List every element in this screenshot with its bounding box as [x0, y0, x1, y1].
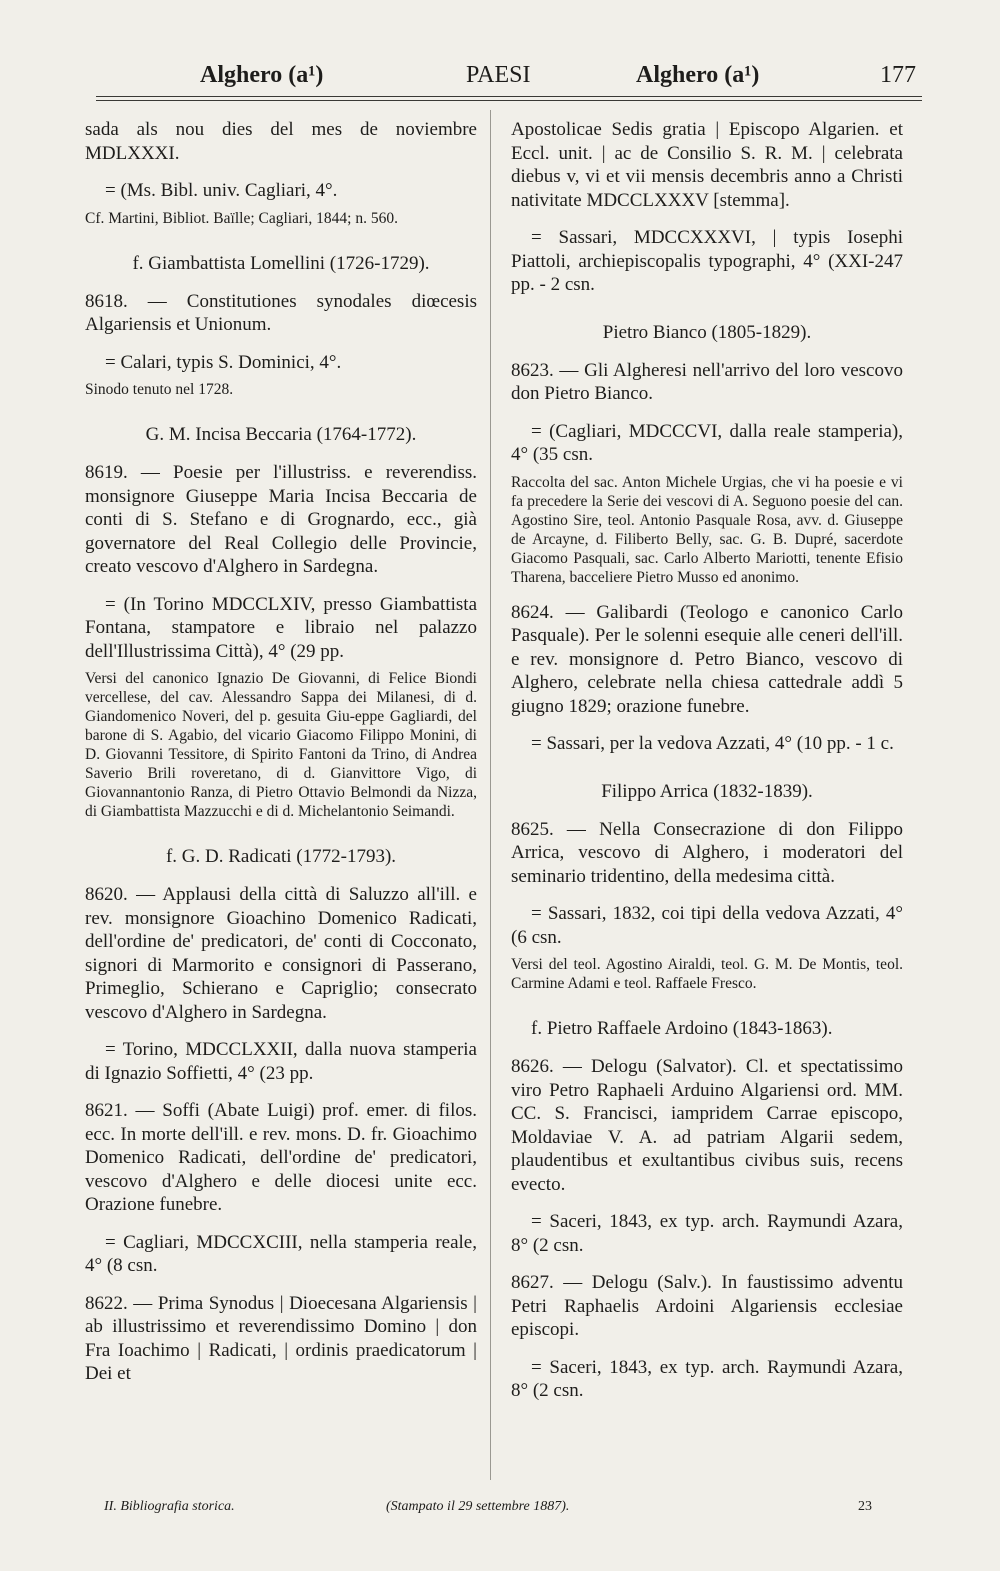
catalog-entry: Apostolicae Sedis gratia | Episcopo Algarien. et Eccl. unit. | ac de Consilio S. R. M. | celebrata diebus v, vi et vii mensis decembris anno a Christi nativitate MDCCLXXXV [stemma]. [511, 119, 903, 211]
header-rule-bottom [96, 100, 922, 101]
catalog-entry: 8626. — Delogu (Salvator). Cl. et spectatissimo viro Petro Raphaeli Arduino Algariensi ord. MM. CC. S. Francisci, iampridem Carrae episcopo, Moldaviae V. A. ad patriam Algarii sedem, plaudentibus et exultantibus civibus suis, recens evecto. [511, 1056, 903, 1195]
header-rule-top [96, 96, 922, 97]
imprint-line: = Torino, MDCCLXXII, dalla nuova stamperia di Ignazio Soffietti, 4° (23 pp. [85, 1039, 477, 1084]
bishop-heading: G. M. Incisa Beccaria (1764-1772). [145, 424, 417, 445]
catalog-entry: 8627. — Delogu (Salv.). In faustissimo adventu Petri Raphaelis Ardoini Algariensis ecclesiae episcopi. [511, 1272, 903, 1340]
bishop-heading: f. Giambattista Lomellini (1726-1729). [132, 252, 430, 274]
catalog-entry: 8619. — Poesie per l'illustriss. e reverendiss. monsignore Giuseppe Maria Incisa Beccaria de conti di S. Stefano e di Grognardo, ecc., già governatore del Real Collegio delle Provincie, creato vescovo d'Alghero in Sardegna. [85, 462, 477, 577]
imprint-line: = Cagliari, MDCCXCIII, nella stamperia reale, 4° (8 csn. [85, 1231, 477, 1276]
catalog-entry: 8625. — Nella Consecrazione di don Filippo Arrica, vescovo di Alghero, i moderatori del seminario tridentino, della medesima città. [511, 818, 903, 887]
bishop-heading: Filippo Arrica (1832-1839). [601, 780, 813, 802]
imprint-line: = Sassari, MDCCXXXVI, | typis Iosephi Piattoli, archiepiscopalis typographi, 4° (XXI-247 pp. - 2 csn. [511, 227, 903, 295]
page-number: 177 [880, 62, 916, 88]
catalog-entry: sada als nou dies del mes de noviembre MDLXXXI. [85, 119, 477, 164]
entry-note: Cf. Martini, Bibliot. Baïlle; Cagliari, 1844; n. 560. [85, 209, 398, 227]
bishop-heading: f. G. D. Radicati (1772-1793). [165, 846, 397, 867]
imprint-line: = (In Torino MDCCLXIV, presso Giambattista Fontana, stampatore e libraio nel palazzo dell'Illustrissima Città), 4° (29 pp. [85, 593, 477, 662]
imprint-line: = (Ms. Bibl. univ. Cagliari, 4°. [105, 180, 338, 201]
imprint-line: = Sassari, 1832, coi tipi della vedova Azzati, 4° (6 csn. [511, 903, 903, 948]
imprint-line: = Calari, typis S. Dominici, 4°. [105, 351, 342, 373]
entry-note: Sinodo tenuto nel 1728. [85, 381, 234, 398]
imprint-line: = Sassari, per la vedova Azzati, 4° (10 pp. - 1 c. [531, 733, 894, 754]
footer-signature-number: 23 [858, 1499, 872, 1514]
entry-note: Raccolta del sac. Anton Michele Urgias, che vi ha poesie e vi fa precedere la Serie dei vescovi di A. Seguono poesie del can. Agostino Sire, teol. Antonio Pasquale Rosa, avv. d. Giuseppe de Arcayne, d. Filiberto Belly, sac. G. B. Dupré, sacerdote Giacomo Pasquali, sac. Carlo Alberto Mariotti, tenente Efisio Tharena, bacceliere Pietro Musso ed anonimo. [511, 473, 903, 586]
catalog-entry: 8623. — Gli Algheresi nell'arrivo del loro vescovo don Pietro Bianco. [511, 359, 903, 404]
catalog-entry: 8620. — Applausi della città di Saluzzo all'ill. e rev. monsignore Gioachino Domenico Radicati, dell'ordine de' predicatori, de' conti di Cocconato, signori di Marmorito e consignori di Passerano, Primeglio, Schierano e Capriglio; consecrato vescovo d'Alghero in Sardegna. [85, 884, 477, 1023]
header-right-title: Alghero (a¹) [636, 62, 760, 88]
entry-note: Versi del teol. Agostino Airaldi, teol. G. M. De Montis, teol. Carmine Adami e teol. Raffaele Fresco. [511, 956, 903, 992]
catalog-entry: 8622. — Prima Synodus | Dioecesana Algariensis | ab illustrissimo et reverendissimo Domino | don Fra Ioachimo | Radicati, | ordinis praedicatorum | Dei et [85, 1292, 477, 1384]
running-header [96, 58, 922, 92]
page-footer [96, 1496, 922, 1518]
header-left-title: Alghero (a¹) [200, 62, 324, 88]
left-column [85, 118, 477, 1386]
imprint-line: = Saceri, 1843, ex typ. arch. Raymundi Azara, 8° (2 csn. [511, 1211, 903, 1256]
column-divider [490, 110, 491, 1480]
footer-section-label: II. Bibliografia storica. [104, 1499, 235, 1514]
bishop-heading: Pietro Bianco (1805-1829). [602, 321, 812, 343]
catalog-entry: 8624. — Galibardi (Teologo e canonico Carlo Pasquale). Per le solenni esequie alle ceneri dell'ill. e rev. monsignore d. Petro Bianco, vescovo di Alghero, celebrate nella chiesa cattedrale addì 5 giugno 1829; orazione funebre. [511, 601, 903, 717]
imprint-line: = Saceri, 1843, ex typ. arch. Raymundi Azara, 8° (2 csn. [511, 1356, 903, 1401]
catalog-entry: 8618. — Constitutiones synodales diœcesis Algariensis et Unionum. [85, 290, 477, 335]
bishop-heading: f. Pietro Raffaele Ardoino (1843-1863). [531, 1018, 833, 1039]
imprint-line: = (Cagliari, MDCCCVI, dalla reale stamperia), 4° (35 csn. [511, 420, 903, 465]
footer-print-date: (Stampato il 29 settembre 1887). [386, 1499, 570, 1514]
right-column [511, 118, 903, 1403]
entry-note: Versi del canonico Ignazio De Giovanni, di Felice Biondi vercellese, del cav. Alessandro Sappa dei Milanesi, di d. Giandomenico Noveri, del p. gesuita Giu-eppe Gagliardi, del barone di S. Agabio, del vicario Giacomo Filippo Monini, di D. Giovanni Tessitore, di Spirito Fantoni da Trino, di Andrea Saverio Brili roveretano, di d. Gianvittore Vigo, di Giovannantonio Ranza, di Pietro Ottavio Belmondi da Nizza, di Giambattista Mazzucchi e di d. Michelantonio Seimandi. [85, 670, 477, 820]
header-center-title: PAESI [466, 62, 531, 88]
catalog-entry: 8621. — Soffi (Abate Luigi) prof. emer. di filos. ecc. In morte dell'ill. e rev. mons. D. fr. Gioachimo Domenico Radicati, dell'ordine de' predicatori, vescovo d'Alghero e delle diocesi unite ecc. Orazione funebre. [85, 1100, 477, 1215]
